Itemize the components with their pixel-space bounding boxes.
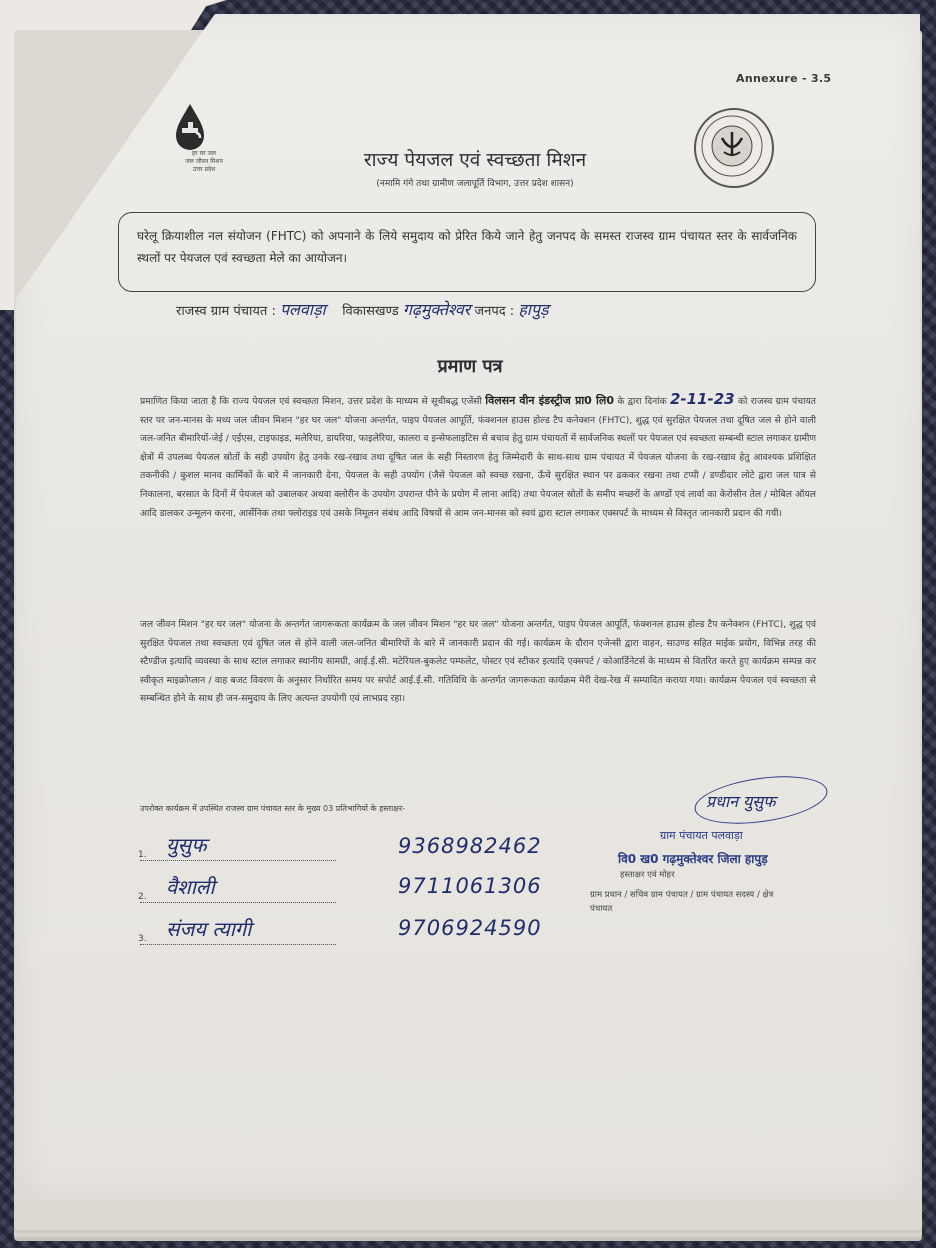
gp-label: राजस्व ग्राम पंचायत :	[176, 304, 276, 319]
event-date: 2-11-23	[669, 390, 735, 408]
participant-signature-2	[140, 876, 336, 903]
signatory-role-caption: ग्राम प्रधान / सचिव ग्राम पंचायत / ग्राम पंचायत सदस्य / क्षेत्र पंचायत	[590, 890, 774, 914]
pradhan-signature: प्रधान युसुफ	[706, 792, 776, 811]
participant-number: 1.	[138, 850, 147, 860]
para1-body: को राजस्व ग्राम पंचायत स्तर पर जन-मानस के मध्य जल जीवन मिशन "हर घर जल" योजना अन्तर्गत, पाइप पेयजल आपूर्ति, फंक्शनल हाउस होल्ड टैप कनेक्शन (FHTC), शुद्ध एवं सुरक्षित पेयजल तथा दूषित जल से होने वाली जल-जनित बीमारियों-जेई / एईएस, टाइफाइड, मलेरिया, डायरिया, फाइलेरिया, कालरा व इन्सेफलाइटिस से बचाव हेतु ग्राम पंचायतों में सार्वजनिक स्थलों पर पेयजल एवं स्वच्छता सम्बन्धी स्टाल लगाकर ग्रामीण क्षेत्रों में उपलब्ध पेयजल स्रोतों के सही उपयोग हेतु उनके रख-रखाव तथा दूषित जल के सही निस्तारण हेतु जिम्मेदारी के साथ-साथ ग्राम पंचायत में पेयजल योजना के रख-रखाव हेतु आवश्यक प्रशिक्षित तकनीकी / कुशल मानव कार्मिकों के बारे में जानकारी देना, पेयजल के सही उपयोग (जैसे पेयजल को स्वच्छ रखना, ऊँचे सुरक्षित स्थान पर ढककर रखना तथा टप्पी / डण्डीदार लोटे द्वारा जल पात्र से निकालना, बरसात के दिनों में पेयजल को उबालकर अथवा क्लोरीन के उपयोग उपरान्त पीने के प्रयोग में लाना आदि) तथा पेयजल स्रोतों के समीप मच्छरों के अण्डों एवं लार्वा का केरोसीन तेल / मोबिल ऑयल आदि डालकर उन्मूलन करना, आर्सेनिक तथा फ्लोराइड एवं उसके निमूलन संबंध आदि विषयों से आम जन-मानस को स्वयं द्वारा स्टाल लगाकर एक्सपर्ट के माध्यम से विस्तृत जानकारी प्रदान की गयी।	[140, 396, 817, 519]
district-label: जनपद :	[474, 304, 515, 319]
certificate-heading: प्रमाण पत्र	[437, 356, 503, 377]
date-prefix: के द्वारा दिनांक	[617, 396, 667, 407]
participant-number: 3.	[138, 934, 147, 944]
block-value: गढ़मुक्तेश्वर	[402, 300, 471, 319]
participant-signature-1	[140, 834, 336, 861]
stamp-gram-panchayat: ग्राम पंचायत पलवाड़ा	[660, 829, 743, 842]
participants-caption: उपरोक्त कार्यक्रम में उपस्थित राजस्व ग्राम पंचायत स्तर के मुख्य 03 प्रतिभागियों के हस्ताक्षर-	[140, 804, 406, 813]
participant-phone-3: 9706924590	[398, 916, 542, 940]
participant-number: 2.	[138, 892, 147, 902]
participant-phone-1: 9368982462	[398, 834, 542, 858]
mission-subtitle: (नमामि गंगे तथा ग्रामीण जलापूर्ति विभाग, उत्तर प्रदेश शासन)	[376, 179, 574, 189]
gp-value: पलवाड़ा	[279, 300, 326, 319]
sign-and-seal-caption: हस्ताक्षर एवं मोहर	[620, 870, 675, 880]
para1-intro: प्रमाणित किया जाता है कि राज्य पेयजल एवं स्वच्छता मिशन, उत्तर प्रदेश के माध्यम से सूचीबद्ध एजेंसी	[140, 396, 482, 407]
certificate-paragraph-2: जल जीवन मिशन "हर घर जल" योजना के अन्तर्गत जागरूकता कार्यक्रम के जल जीवन मिशन "हर घर जल" योजना अन्तर्गत, पाइप पेयजल आपूर्ति, फंक्शनल हाउस होल्ड टैप कनेक्शन (FHTC), शुद्ध एवं सुरक्षित पेयजल तथा स्वच्छता एवं दूषित जल से होने वाली जल-जनित बीमारियों के बारे में जानकारी प्रदान की गई। कार्यक्रम के दौरान एजेन्सी द्वारा वाहन, साउण्ड सहित माईक प्रयोग, विभिन्न तरह की स्टैण्डीज इत्यादि व्यवस्था के साथ स्टाल लगाकर स्थानीय सामग्री, आई.ई.सी. मटेरियल-बुकलेट पम्फलेट, पोस्टर एवं स्टीकर इत्यादि एक्सपर्ट / कोआर्डिनेटर्स के माध्यम से वितरित करते हुए कार्यक्रम सम्पन्न कर स्वीकृत माइक्रोप्लान / वाह बजट विवरण के अनुसार निर्धारित समय पर सपोर्ट आई.ई.सी. गतिविधि के अन्तर्गत जागरूकता कार्यक्रम मेरी देख-रेख में सम्पादित कराया गया। कार्यक्रम पेयजल एवं स्वच्छता से सम्बन्धित होने के साथ ही जन-समुदाय के लिए अत्यन्त उपयोगी एवं लाभप्रद रहा।	[140, 619, 816, 705]
event-description-box: घरेलू क्रियाशील नल संयोजन (FHTC) को अपनाने के लिये समुदाय को प्रेरित किये जाने हेतु जनपद के समस्त राजस्व ग्राम पंचायत स्तर के सार्वजनिक स्थलों पर पेयजल एवं स्वच्छता मेले का आयोजन।	[118, 212, 816, 292]
gram-panchayat-row	[176, 298, 786, 320]
certificate-paragraph-1	[140, 390, 816, 523]
agency-name: विलसन वीन इंडस्ट्रीज प्रा0 लि0	[485, 394, 615, 407]
up-government-seal-icon	[694, 108, 774, 188]
mission-title: राज्य पेयजल एवं स्वच्छता मिशन	[363, 149, 587, 171]
participant-phone-2: 9711061306	[398, 874, 542, 898]
block-label: विकासखण्ड	[342, 304, 399, 319]
district-value: हापुड़	[518, 300, 549, 319]
participant-name: संजय त्यागी	[166, 917, 252, 941]
participant-name: युसुफ	[166, 833, 207, 857]
participant-name: वैशाली	[166, 875, 215, 899]
annexure-label: Annexure - 3.5	[736, 72, 832, 85]
logo-caption: हर घर जल जल जीवन मिशन उत्तर प्रदेश	[185, 150, 223, 173]
stamp-block-district: वि0 ख0 गढ़मुक्तेश्वर जिला हापुड़	[618, 852, 768, 866]
participant-signature-3	[140, 918, 336, 945]
